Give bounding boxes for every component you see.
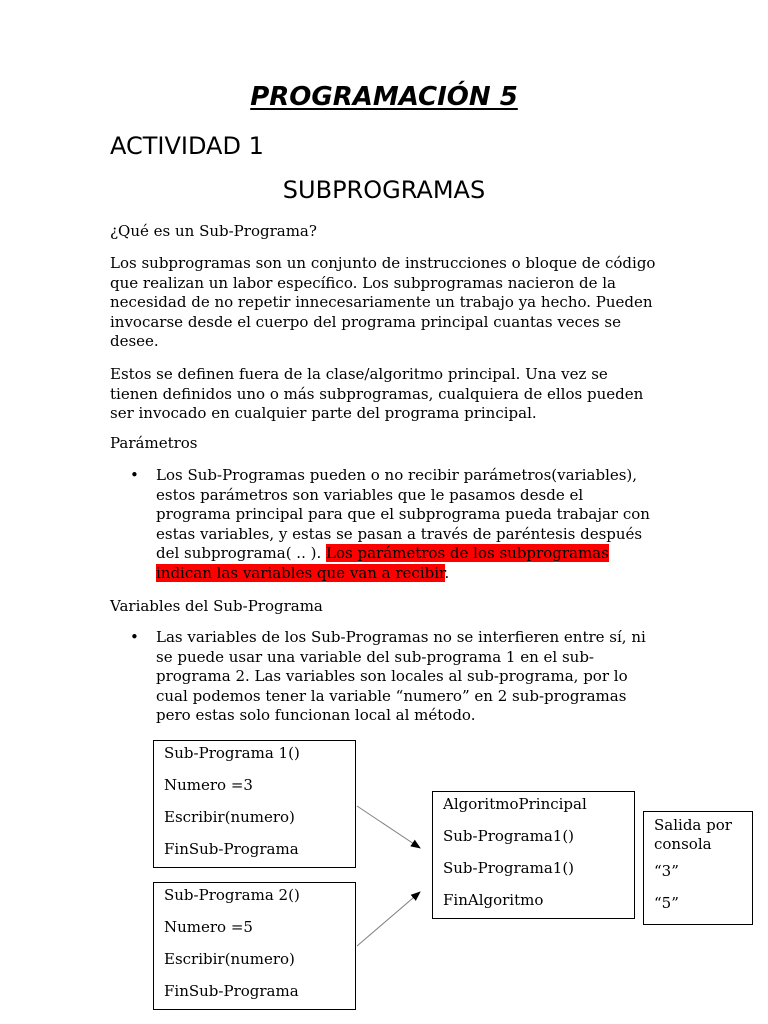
arrow-sub1-to-main — [357, 806, 420, 848]
sub2-line: Escribir(numero) — [164, 950, 295, 968]
bullet-parameters-text: Los Sub-Programas pueden o no recibir parámetros(variables), estos parámetros son variables que le pasamos desde el programa principal para que el subprograma pueda trabajar con estas variables, y estas se pasan a través de paréntesis después del subprograma( .. ). — [156, 466, 650, 563]
variables-heading: Variables del Sub-Programa — [110, 597, 323, 615]
subprogram-1-box — [153, 740, 356, 868]
parameters-heading: Parámetros — [110, 434, 198, 452]
sub1-line: Escribir(numero) — [164, 808, 295, 826]
bullet-parameters-end: . — [444, 563, 450, 582]
output-header: Salida por consola — [654, 816, 732, 853]
subprogram-2-box — [153, 882, 356, 1010]
main-line: Sub-Programa1() — [443, 859, 575, 877]
bullet-marker: • — [130, 466, 139, 484]
output-value: “3” — [654, 862, 679, 880]
question-line: ¿Qué es un Sub-Programa? — [110, 222, 317, 240]
sub2-line: Sub-Programa 2() — [164, 886, 300, 904]
main-line: FinAlgoritmo — [443, 891, 544, 909]
section-heading: SUBPROGRAMAS — [282, 176, 486, 204]
sub1-line: Sub-Programa 1() — [164, 744, 300, 762]
main-line: Sub-Programa1() — [443, 827, 575, 845]
highlighted-text: Los parámetros de los subprogramas indican las variables que van a recibir — [156, 544, 609, 582]
sub1-line: FinSub-Programa — [164, 840, 299, 858]
console-output-box — [643, 811, 753, 925]
output-value: “5” — [654, 894, 679, 912]
paragraph-definition: Los subprogramas son un conjunto de instrucciones o bloque de código que realizan un labor específico. Los subprogramas nacieron de la necesidad de no repetir innecesariamente un trabajo ya hecho. Pueden invocarse desde el cuerpo del programa principal cuantas veces se desee. — [110, 254, 656, 351]
main-algorithm-box — [432, 791, 635, 919]
sub2-line: FinSub-Programa — [164, 982, 299, 1000]
paragraph-definition-location: Estos se definen fuera de la clase/algoritmo principal. Una vez se tienen definidos uno o más subprogramas, cualquiera de ellos pueden ser invocado en cualquier parte del programa principal. — [110, 365, 644, 423]
arrow-sub2-to-main — [357, 892, 420, 946]
sub2-line: Numero =5 — [164, 918, 253, 936]
activity-heading: ACTIVIDAD 1 — [110, 132, 264, 160]
main-line: AlgoritmoPrincipal — [443, 795, 587, 813]
sub1-line: Numero =3 — [164, 776, 253, 794]
bullet-parameters — [156, 466, 656, 584]
bullet-variables: Las variables de los Sub-Programas no se interfieren entre sí, ni se puede usar una variable del sub-programa 1 en el sub-programa 2. Las variables son locales al sub-programa, por lo cual podemos tener la variable “numero” en 2 sub-programas pero estas solo funcionan local al método. — [156, 628, 646, 725]
document-title: PROGRAMACIÓN 5 — [250, 82, 518, 112]
bullet-marker: • — [130, 628, 139, 646]
